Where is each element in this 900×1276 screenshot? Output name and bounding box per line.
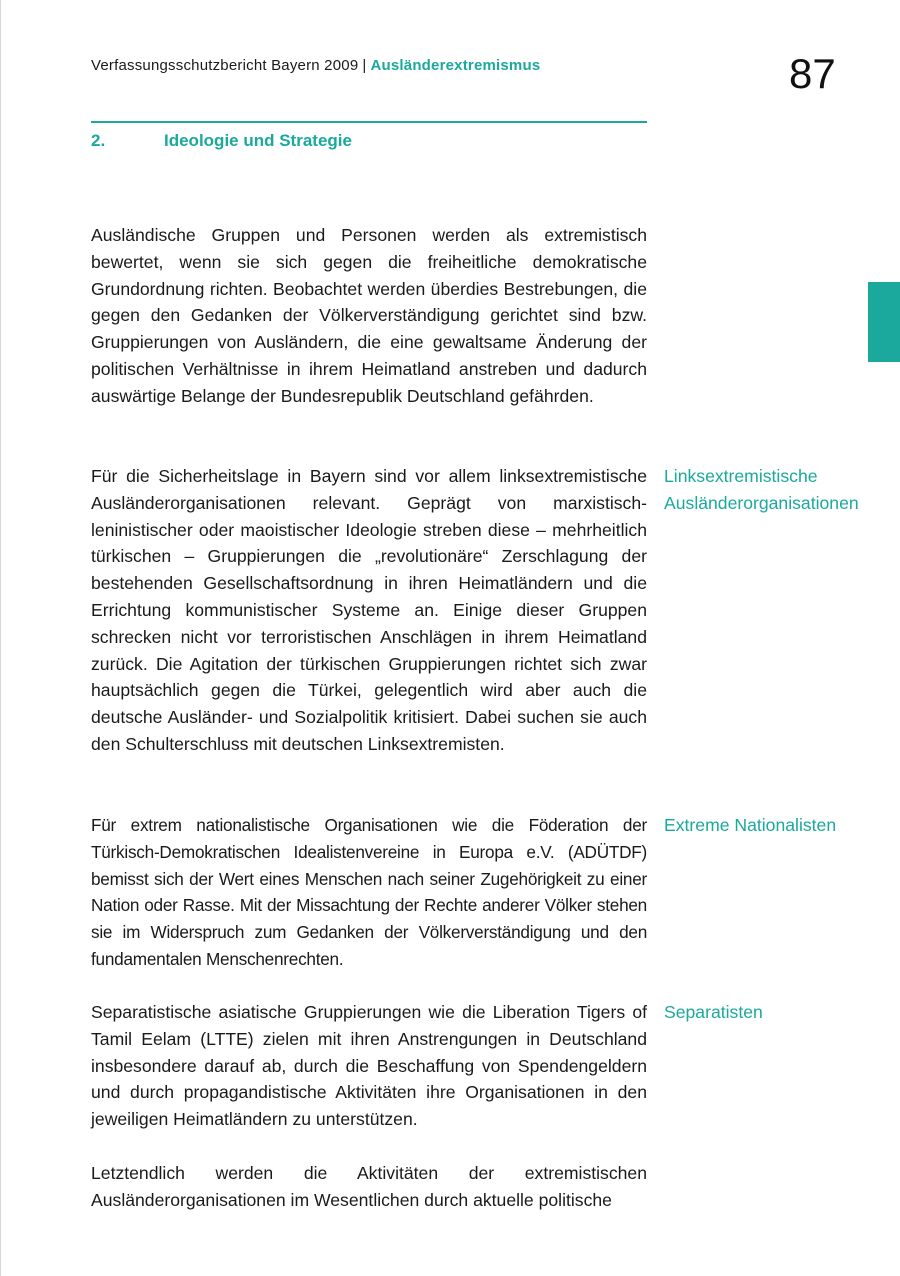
running-header (91, 57, 540, 74)
heading-title: Ideologie und Strategie (164, 131, 352, 150)
section-heading (91, 131, 352, 151)
page-number: 87 (789, 50, 836, 97)
paragraph-intro: Ausländische Gruppen und Personen werden als extremistisch bewertet, wenn sie sich gegen die freiheitliche demokratische Grundordnung richten. Beobachtet werden überdies Bestrebungen, die gegen den Gedanken der Völkerverständigung gerichtet sind bzw. Gruppierungen von Ausländern, die eine gewaltsame Änderung der politischen Verhältnisse in ihrem Heimatland anstreben und dadurch auswärtige Belange der Bundesrepublik Deutschland gefährden. (91, 225, 647, 406)
section-title: Ausländerextremismus (370, 57, 541, 74)
publication-title: Verfassungsschutzbericht Bayern 2009 (91, 57, 359, 74)
page-edge (0, 0, 1, 1276)
paragraph-separatists: Separatistische asiatische Gruppierungen wie die Liberation Tigers of Tamil Eelam (LTTE) zielen mit ihren Anstrengungen in Deutschland insbesondere darauf ab, durch die Beschaffung von Spendengeldern und durch propagandistische Aktivitäten ihre Organisationen in den jeweiligen Heimatländern zu unterstützen. (91, 1002, 647, 1130)
chapter-tab-marker (868, 282, 900, 362)
heading-number: 2. (91, 131, 106, 150)
margin-note-left-extremists: Linksextremistische Ausländerorganisationen (664, 466, 859, 513)
paragraph-nationalists: Für extrem nationalistische Organisationen wie die Föderation der Türkisch-Demokratischen Idealistenvereine in Europa e.V. (ADÜTDF) bemisst sich der Wert eines Menschen nach seiner Zugehörigkeit zu einer Nation oder Rasse. Mit der Missachtung der Rechte anderer Völker stehen sie im Widerspruch zum Gedanken der Völkerverständigung und den fundamentalen Menschenrechten. (91, 815, 647, 969)
header-separator: | (362, 57, 367, 74)
margin-note-nationalists: Extreme Nationalisten (664, 815, 837, 835)
paragraph-conclusion: Letztendlich werden die Aktivitäten der extremistischen Ausländerorganisationen im Wesentlichen durch aktuelle politische (91, 1163, 647, 1210)
paragraph-left-extremists: Für die Sicherheitslage in Bayern sind vor allem linksextremistische Ausländerorganisationen relevant. Geprägt von marxistisch-leninistischer oder maoistischer Ideologie streben diese – mehrheitlich türkischen – Gruppierungen die „revolutionäre“ Zerschlagung der bestehenden Gesellschaftsordnung in ihren Heimatländern und die Errichtung kommunistischer Systeme an. Einige dieser Gruppen schrecken nicht vor terroristischen Anschlägen in ihrem Heimatland zurück. Die Agitation der türkischen Gruppierungen richtet sich zwar hauptsächlich gegen die Türkei, gelegentlich wird aber auch die deutsche Ausländer- und Sozialpolitik kritisiert. Dabei suchen sie auch den Schulterschluss mit deutschen Linksextremisten. (91, 466, 647, 754)
margin-note-separatists: Separatisten (664, 1002, 763, 1022)
heading-rule (91, 121, 647, 123)
